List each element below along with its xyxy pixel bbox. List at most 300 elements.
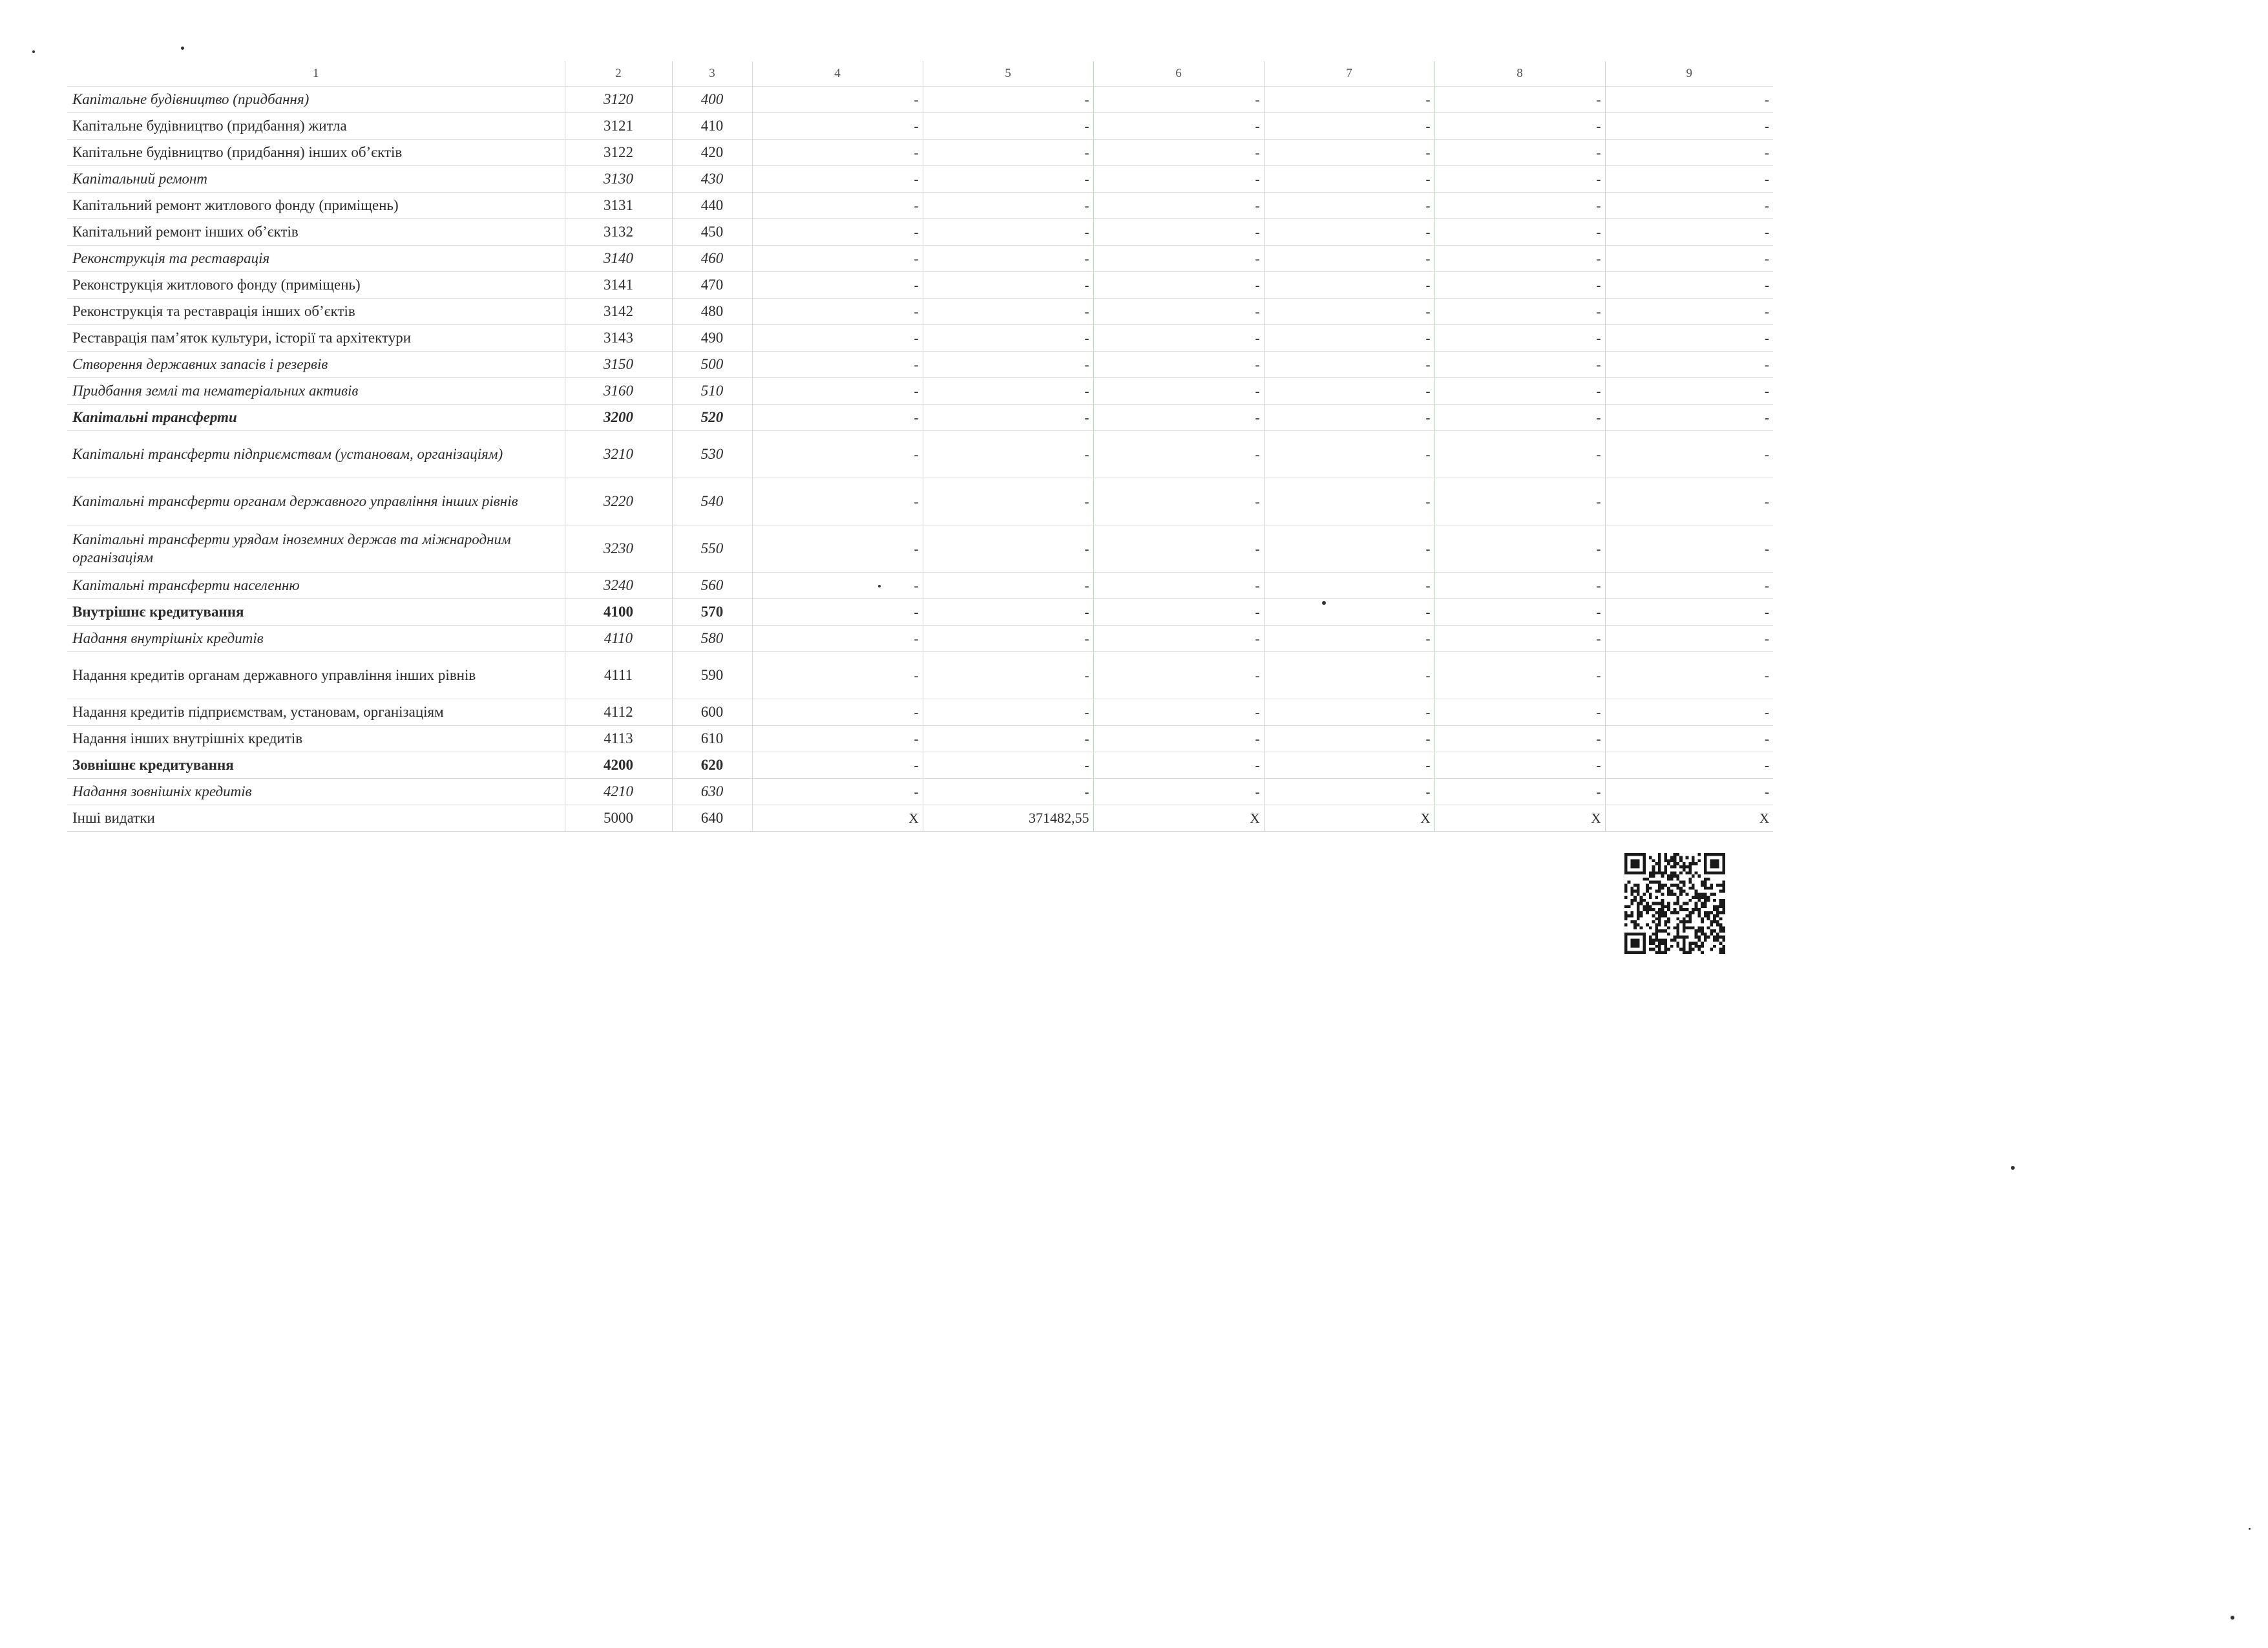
row-name: Капітальний ремонт інших об’єктів <box>67 219 565 246</box>
table-row <box>67 805 1773 832</box>
qr-module <box>1633 938 1637 942</box>
qr-module <box>1637 924 1640 927</box>
row-line-code: 550 <box>672 525 752 573</box>
row-name: Капітальні трансферти підприємствам (установам, організаціям) <box>67 431 565 478</box>
qr-module <box>1661 887 1664 890</box>
row-name: Капітальне будівництво (придбання) інших об’єктів <box>67 140 565 166</box>
qr-module <box>1713 862 1716 865</box>
qr-module <box>1630 871 1633 874</box>
row-value: - <box>1264 193 1434 219</box>
qr-module <box>1630 899 1633 902</box>
qr-module <box>1652 914 1655 918</box>
qr-module <box>1688 862 1692 865</box>
qr-module <box>1630 859 1633 862</box>
qr-module <box>1716 871 1719 874</box>
qr-module <box>1697 914 1701 918</box>
qr-module <box>1707 853 1710 856</box>
qr-module <box>1707 871 1710 874</box>
row-code: 3143 <box>565 325 672 352</box>
qr-module <box>1658 948 1661 951</box>
qr-module <box>1686 902 1689 905</box>
row-value: - <box>1093 525 1264 573</box>
row-code: 3200 <box>565 405 672 431</box>
qr-module <box>1688 871 1692 874</box>
qr-module <box>1716 933 1719 936</box>
qr-module <box>1704 862 1707 865</box>
qr-module <box>1688 869 1692 872</box>
qr-module <box>1713 871 1716 874</box>
qr-module <box>1679 856 1683 860</box>
row-code: 4210 <box>565 779 672 805</box>
qr-module <box>1683 883 1686 887</box>
qr-module <box>1674 936 1677 939</box>
qr-module <box>1655 951 1658 954</box>
row-line-code: 490 <box>672 325 752 352</box>
row-value: - <box>923 573 1093 599</box>
qr-module <box>1649 942 1652 945</box>
qr-module <box>1661 871 1664 874</box>
qr-module <box>1670 878 1674 881</box>
qr-module <box>1704 933 1707 936</box>
row-line-code: 480 <box>672 299 752 325</box>
qr-module <box>1670 859 1674 862</box>
qr-module <box>1658 883 1661 887</box>
qr-module <box>1704 883 1707 887</box>
qr-module <box>1692 908 1695 911</box>
qr-module <box>1658 908 1661 911</box>
qr-module <box>1658 862 1661 865</box>
qr-module <box>1667 862 1670 865</box>
row-value: - <box>1605 140 1773 166</box>
row-value: - <box>1434 431 1605 478</box>
qr-module <box>1637 902 1640 905</box>
qr-module <box>1719 911 1723 914</box>
qr-module <box>1688 911 1692 914</box>
qr-module <box>1713 853 1716 856</box>
qr-module <box>1704 936 1707 939</box>
qr-module <box>1695 862 1698 865</box>
qr-module <box>1697 938 1701 942</box>
qr-module <box>1646 905 1649 908</box>
qr-module <box>1722 859 1725 862</box>
qr-module <box>1716 905 1719 908</box>
qr-module <box>1697 948 1701 951</box>
qr-module <box>1697 936 1701 939</box>
qr-module <box>1704 938 1707 942</box>
qr-module <box>1683 929 1686 933</box>
qr-module <box>1674 911 1677 914</box>
qr-module <box>1670 871 1674 874</box>
qr-module <box>1655 890 1658 893</box>
row-value: - <box>1264 140 1434 166</box>
row-name: Капітальний ремонт житлового фонду (приміщень) <box>67 193 565 219</box>
qr-module <box>1630 890 1633 893</box>
qr-module <box>1661 902 1664 905</box>
row-value: - <box>1093 599 1264 626</box>
qr-module <box>1652 865 1655 869</box>
row-value: - <box>1093 219 1264 246</box>
qr-module <box>1719 924 1723 927</box>
qr-module <box>1643 951 1646 954</box>
row-value: - <box>1093 113 1264 140</box>
qr-module <box>1633 883 1637 887</box>
table-row <box>67 478 1773 525</box>
qr-module <box>1722 951 1725 954</box>
qr-module <box>1661 938 1664 942</box>
qr-module <box>1701 883 1704 887</box>
row-code: 4113 <box>565 726 672 752</box>
qr-module <box>1710 883 1713 887</box>
qr-module <box>1652 948 1655 951</box>
qr-module <box>1667 933 1670 936</box>
row-value: - <box>923 325 1093 352</box>
row-value: - <box>1434 599 1605 626</box>
qr-module <box>1640 902 1643 905</box>
qr-module <box>1630 951 1633 954</box>
table-row <box>67 87 1773 113</box>
qr-module <box>1697 893 1701 896</box>
qr-module <box>1649 881 1652 884</box>
qr-module <box>1713 914 1716 918</box>
row-code: 3141 <box>565 272 672 299</box>
qr-module <box>1637 933 1640 936</box>
qr-module <box>1633 853 1637 856</box>
qr-module <box>1713 893 1716 896</box>
qr-module <box>1624 856 1628 860</box>
qr-module <box>1676 926 1679 929</box>
qr-module <box>1652 881 1655 884</box>
qr-module <box>1695 902 1698 905</box>
row-value: - <box>1434 699 1605 726</box>
row-value: - <box>1434 352 1605 378</box>
row-name: Капітальні трансферти урядам іноземних держав та міжнародним організаціям <box>67 525 565 573</box>
qr-module <box>1664 865 1667 869</box>
row-value: - <box>1264 219 1434 246</box>
qr-module <box>1637 883 1640 887</box>
qr-module <box>1655 936 1658 939</box>
table-row <box>67 726 1773 752</box>
qr-module <box>1713 905 1716 908</box>
qr-module <box>1695 929 1698 933</box>
qr-module <box>1719 890 1723 893</box>
qr-module <box>1688 917 1692 920</box>
qr-module <box>1719 929 1723 933</box>
row-code: 3140 <box>565 246 672 272</box>
qr-module <box>1704 865 1707 869</box>
row-value: - <box>1605 699 1773 726</box>
qr-module <box>1667 908 1670 911</box>
qr-module <box>1716 911 1719 914</box>
qr-module <box>1667 948 1670 951</box>
qr-module <box>1637 911 1640 914</box>
table-row <box>67 699 1773 726</box>
qr-module <box>1695 936 1698 939</box>
qr-module <box>1661 914 1664 918</box>
qr-module <box>1628 881 1631 884</box>
row-value: - <box>1093 246 1264 272</box>
qr-module <box>1664 869 1667 872</box>
qr-module <box>1658 902 1661 905</box>
qr-module <box>1676 874 1679 878</box>
qr-module <box>1716 853 1719 856</box>
qr-module <box>1664 871 1667 874</box>
qr-module <box>1701 905 1704 908</box>
row-value: - <box>1264 405 1434 431</box>
row-value: - <box>1434 299 1605 325</box>
row-value: - <box>1434 325 1605 352</box>
qr-module <box>1704 871 1707 874</box>
qr-module <box>1624 853 1628 856</box>
row-line-code: 580 <box>672 626 752 652</box>
row-value: - <box>1434 779 1605 805</box>
qr-module <box>1692 883 1695 887</box>
row-value: - <box>1264 352 1434 378</box>
qr-module <box>1640 914 1643 918</box>
qr-module <box>1624 951 1628 954</box>
qr-module <box>1676 945 1679 948</box>
row-value: - <box>1264 573 1434 599</box>
row-value: - <box>1434 752 1605 779</box>
column-number-row <box>67 61 1773 87</box>
row-value: X <box>1434 805 1605 832</box>
qr-module <box>1679 948 1683 951</box>
row-value: - <box>752 166 923 193</box>
qr-module <box>1646 924 1649 927</box>
row-value: - <box>1605 599 1773 626</box>
qr-module <box>1643 936 1646 939</box>
row-value: - <box>752 352 923 378</box>
row-value: - <box>1605 405 1773 431</box>
row-value: - <box>1264 652 1434 699</box>
qr-module <box>1686 920 1689 924</box>
row-value: - <box>752 626 923 652</box>
qr-module <box>1697 874 1701 878</box>
qr-module <box>1679 871 1683 874</box>
qr-module <box>1658 887 1661 890</box>
row-code: 5000 <box>565 805 672 832</box>
qr-module <box>1695 871 1698 874</box>
qr-module <box>1704 893 1707 896</box>
row-code: 4110 <box>565 626 672 652</box>
row-value: - <box>1093 352 1264 378</box>
row-value: - <box>1605 87 1773 113</box>
qr-module <box>1624 914 1628 918</box>
qr-module <box>1633 920 1637 924</box>
table-row <box>67 626 1773 652</box>
table-row <box>67 140 1773 166</box>
qr-module <box>1704 856 1707 860</box>
qr-module <box>1630 911 1633 914</box>
row-line-code: 560 <box>672 573 752 599</box>
qr-module <box>1707 878 1710 881</box>
row-name: Реконструкція та реставрація <box>67 246 565 272</box>
row-value: - <box>1093 779 1264 805</box>
qr-module <box>1697 908 1701 911</box>
row-name: Реставрація пам’яток культури, історії та архітектури <box>67 325 565 352</box>
qr-module <box>1667 920 1670 924</box>
qr-module <box>1716 908 1719 911</box>
qr-module <box>1679 890 1683 893</box>
table-row <box>67 652 1773 699</box>
row-line-code: 630 <box>672 779 752 805</box>
qr-module <box>1667 887 1670 890</box>
qr-module <box>1716 914 1719 918</box>
row-value: - <box>752 525 923 573</box>
qr-module <box>1683 862 1686 865</box>
qr-module <box>1701 945 1704 948</box>
qr-module <box>1646 902 1649 905</box>
row-value: - <box>1264 752 1434 779</box>
scan-speck <box>2249 1528 2251 1530</box>
qr-module <box>1716 924 1719 927</box>
expenditure-report-table <box>67 61 1773 832</box>
qr-module <box>1628 871 1631 874</box>
qr-module <box>1652 920 1655 924</box>
qr-module <box>1695 945 1698 948</box>
qr-module <box>1707 911 1710 914</box>
table-row <box>67 219 1773 246</box>
row-name: Інші видатки <box>67 805 565 832</box>
column-number: 2 <box>565 61 672 87</box>
row-line-code: 470 <box>672 272 752 299</box>
qr-module <box>1658 951 1661 954</box>
qr-module <box>1710 859 1713 862</box>
scan-speck <box>2231 1616 2234 1620</box>
row-value: - <box>1093 431 1264 478</box>
row-name: Капітальний ремонт <box>67 166 565 193</box>
qr-module <box>1688 865 1692 869</box>
qr-module <box>1722 890 1725 893</box>
qr-module <box>1707 899 1710 902</box>
qr-module <box>1643 933 1646 936</box>
row-code: 3122 <box>565 140 672 166</box>
qr-code <box>1624 853 1725 954</box>
qr-module <box>1640 951 1643 954</box>
qr-module <box>1692 859 1695 862</box>
qr-module <box>1643 871 1646 874</box>
row-line-code: 530 <box>672 431 752 478</box>
qr-module <box>1686 893 1689 896</box>
qr-module <box>1658 929 1661 933</box>
qr-module <box>1688 899 1692 902</box>
row-value: - <box>923 779 1093 805</box>
qr-module <box>1713 899 1716 902</box>
row-value: - <box>1264 699 1434 726</box>
row-value: - <box>1605 219 1773 246</box>
qr-module <box>1695 893 1698 896</box>
row-code: 3132 <box>565 219 672 246</box>
row-value: - <box>1605 478 1773 525</box>
row-line-code: 430 <box>672 166 752 193</box>
row-value: - <box>1434 626 1605 652</box>
row-line-code: 440 <box>672 193 752 219</box>
qr-module <box>1683 938 1686 942</box>
row-value: - <box>1434 652 1605 699</box>
row-value: X <box>1264 805 1434 832</box>
qr-module <box>1670 883 1674 887</box>
qr-module <box>1676 924 1679 927</box>
row-code: 3160 <box>565 378 672 405</box>
row-value: - <box>1434 246 1605 272</box>
qr-module <box>1688 878 1692 881</box>
qr-module <box>1624 896 1628 899</box>
qr-module <box>1674 874 1677 878</box>
column-number: 6 <box>1093 61 1264 87</box>
row-value: - <box>1605 378 1773 405</box>
table-row <box>67 325 1773 352</box>
row-value: - <box>752 272 923 299</box>
row-value: - <box>923 272 1093 299</box>
qr-module <box>1683 951 1686 954</box>
row-line-code: 460 <box>672 246 752 272</box>
row-line-code: 590 <box>672 652 752 699</box>
qr-module <box>1655 933 1658 936</box>
qr-module <box>1683 948 1686 951</box>
qr-module <box>1633 862 1637 865</box>
qr-module <box>1719 883 1723 887</box>
row-value: - <box>1434 193 1605 219</box>
qr-module <box>1667 859 1670 862</box>
qr-module <box>1688 926 1692 929</box>
row-value: - <box>752 246 923 272</box>
row-name: Надання внутрішніх кредитів <box>67 626 565 652</box>
qr-module <box>1658 890 1661 893</box>
qr-module <box>1719 951 1723 954</box>
qr-module <box>1692 896 1695 899</box>
qr-module <box>1683 902 1686 905</box>
scan-speck <box>32 50 35 53</box>
qr-module <box>1674 938 1677 942</box>
qr-module <box>1683 869 1686 872</box>
qr-module <box>1667 890 1670 893</box>
qr-module <box>1670 945 1674 948</box>
qr-module <box>1655 926 1658 929</box>
row-name: Надання зовнішніх кредитів <box>67 779 565 805</box>
row-value: - <box>1434 478 1605 525</box>
qr-module <box>1646 878 1649 881</box>
row-value: - <box>752 325 923 352</box>
qr-module <box>1707 914 1710 918</box>
row-name: Надання кредитів органам державного управління інших рівнів <box>67 652 565 699</box>
qr-module <box>1722 899 1725 902</box>
qr-module <box>1652 874 1655 878</box>
row-line-code: 600 <box>672 699 752 726</box>
qr-module <box>1655 924 1658 927</box>
qr-module <box>1624 862 1628 865</box>
row-name: Капітальне будівництво (придбання) житла <box>67 113 565 140</box>
qr-module <box>1701 942 1704 945</box>
qr-module <box>1722 938 1725 942</box>
qr-module <box>1719 926 1723 929</box>
qr-module <box>1701 917 1704 920</box>
qr-module <box>1652 869 1655 872</box>
row-name: Капітальні трансферти органам державного управління інших рівнів <box>67 478 565 525</box>
qr-module <box>1713 938 1716 942</box>
row-code: 3240 <box>565 573 672 599</box>
qr-module <box>1670 911 1674 914</box>
qr-module <box>1676 899 1679 902</box>
qr-module <box>1649 908 1652 911</box>
row-value: - <box>1434 525 1605 573</box>
qr-module <box>1643 859 1646 862</box>
qr-module <box>1719 936 1723 939</box>
qr-module <box>1667 893 1670 896</box>
row-value: - <box>1605 272 1773 299</box>
qr-module <box>1670 856 1674 860</box>
qr-module <box>1637 871 1640 874</box>
row-value: X <box>1093 805 1264 832</box>
qr-module <box>1661 911 1664 914</box>
